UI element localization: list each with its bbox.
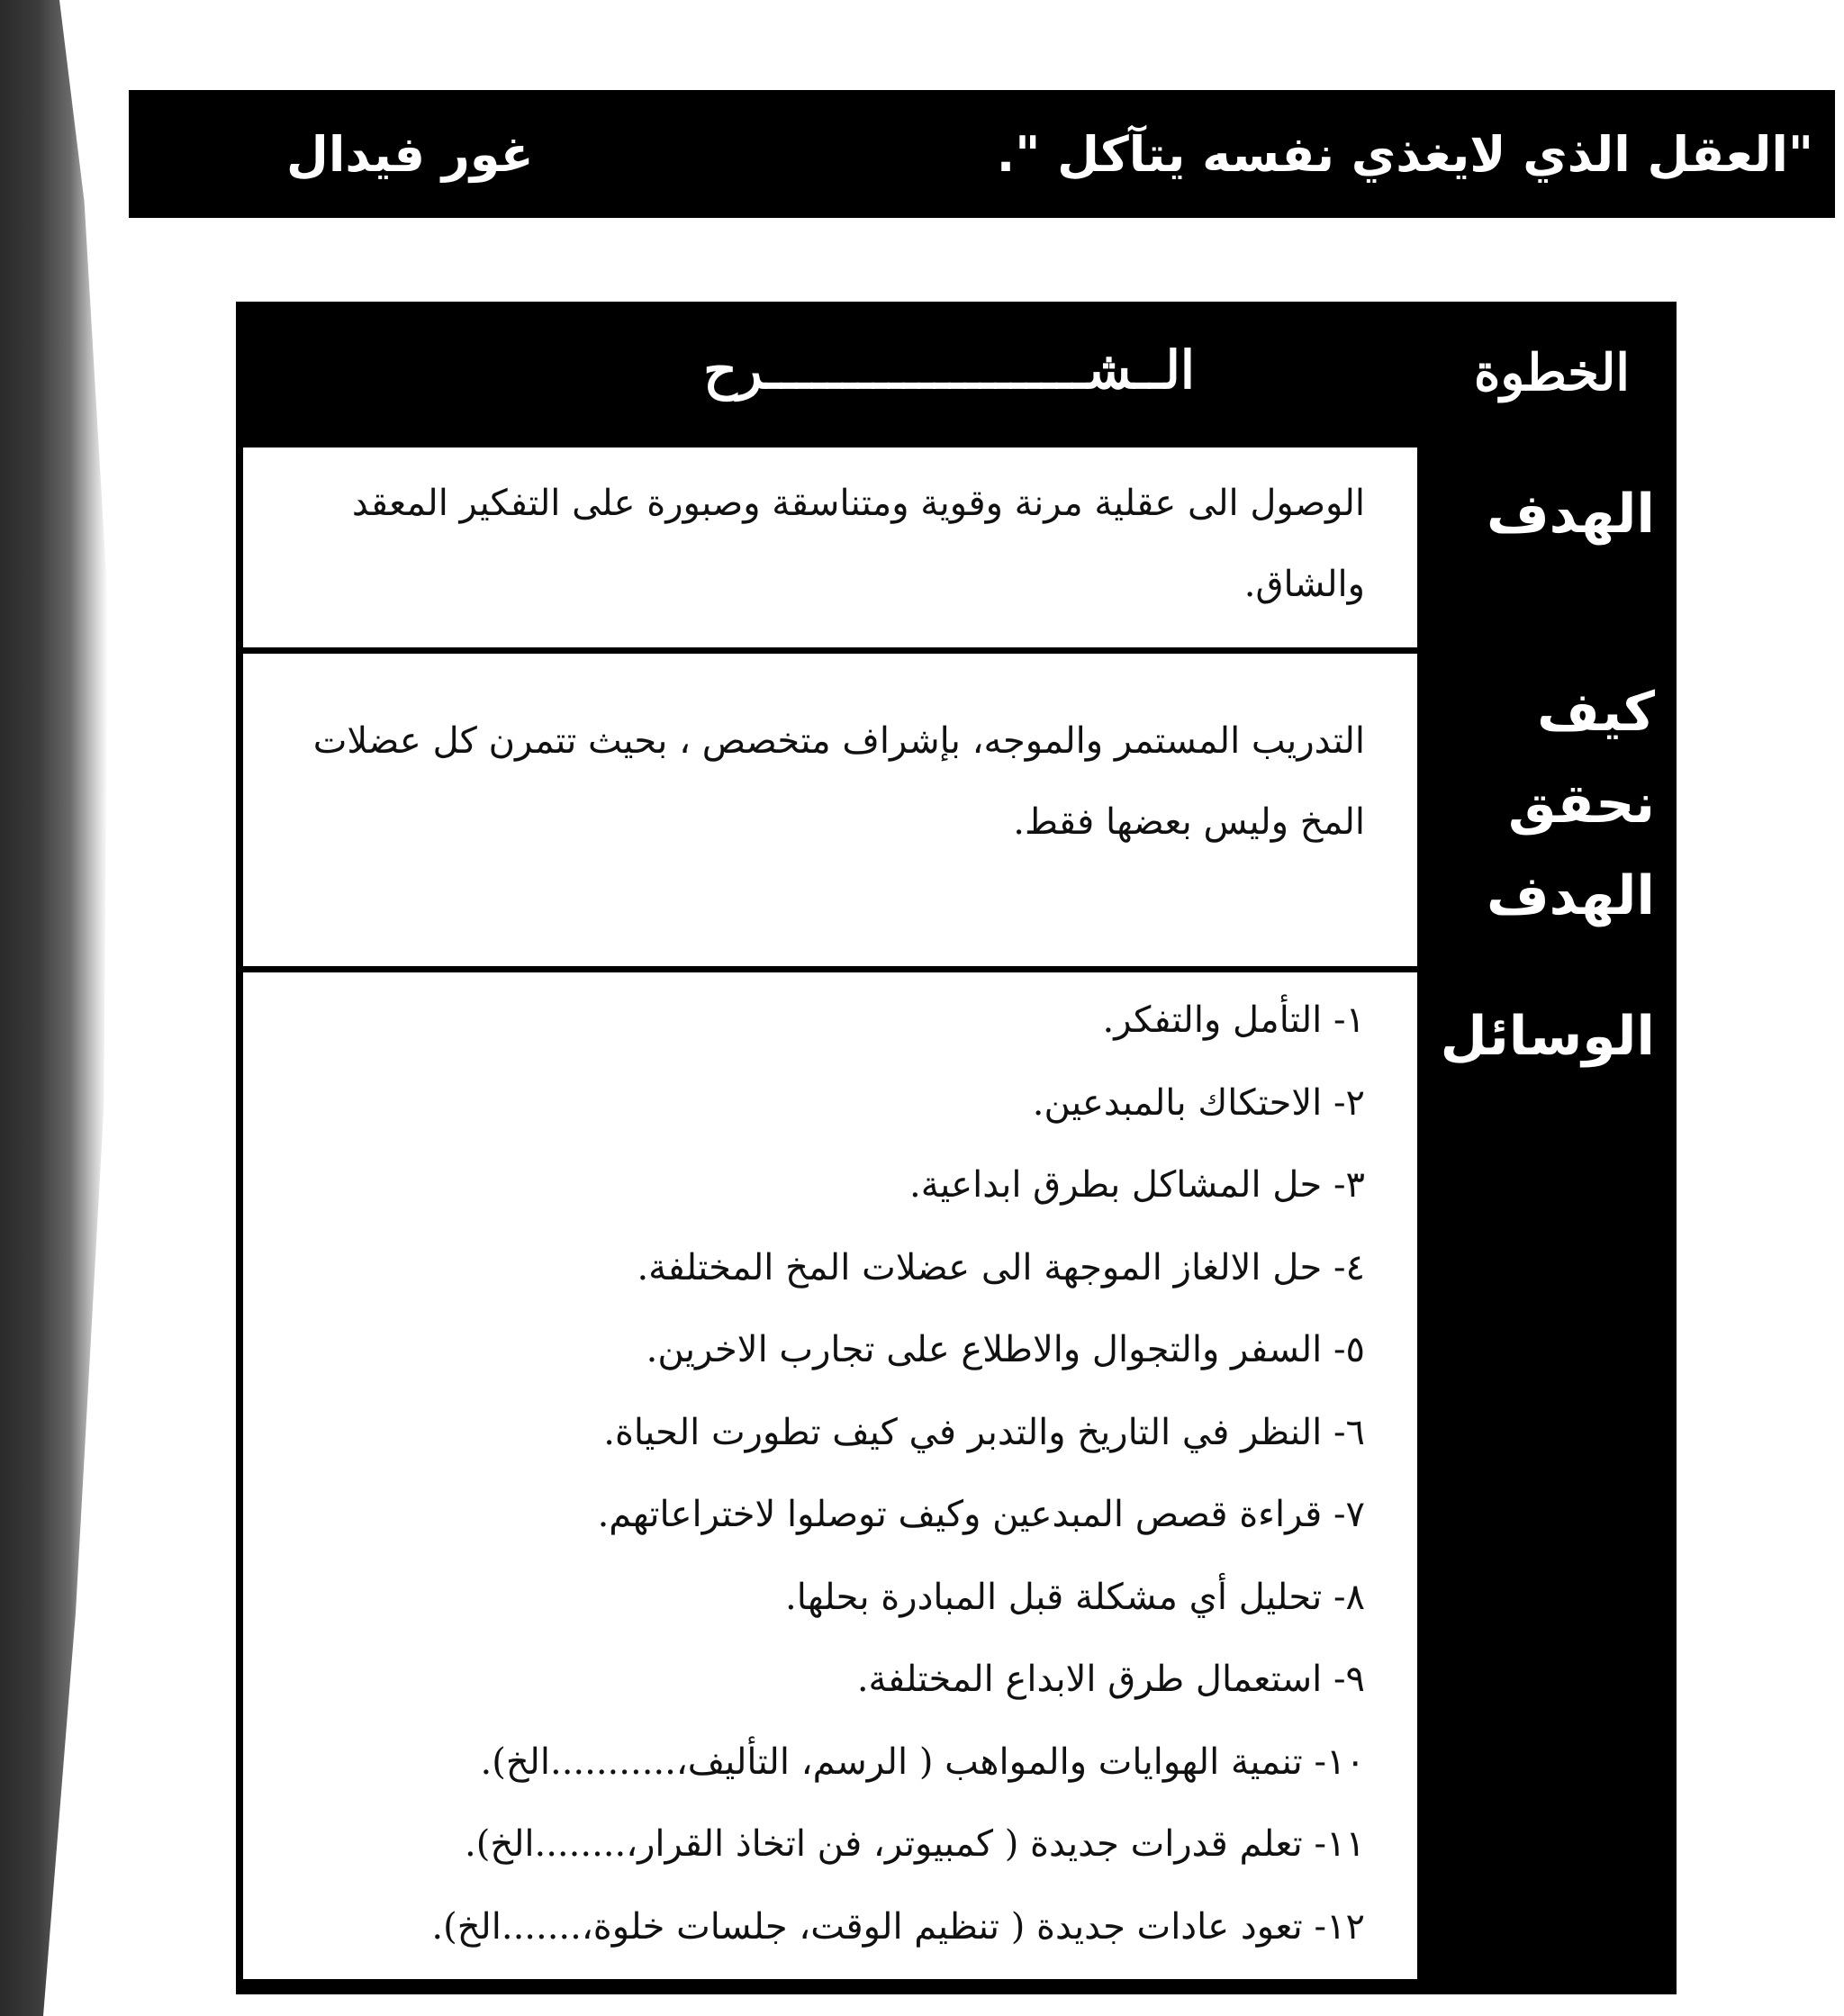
cell-goal — [243, 447, 1417, 650]
quote-text: "العقل الذي لايغذي نفسه يتآكل ". — [996, 125, 1813, 183]
list-item: ٣- حل المشاكل بطرق ابداعية. — [908, 1164, 1365, 1206]
means-list — [279, 980, 1365, 1968]
list-item: ٩- استعمال طرق الابداع المختلفة. — [856, 1659, 1365, 1700]
steps-table — [236, 302, 1677, 1994]
goal-text: الوصول الى عقلية مرنة وقوية ومتناسقة وصبورة على التفكير المعقد والشاق. — [351, 483, 1365, 605]
header-explanation: الــشـــــــــــــــــــــرح — [703, 339, 1195, 401]
list-item: ٨- تحليل أي مشكلة قبل المبادرة بحلها. — [785, 1576, 1365, 1618]
list-item: ١- التأمل والتفكر. — [1102, 999, 1365, 1041]
row-label-means: الوسائل — [1440, 1005, 1655, 1068]
header-step: الخطوة — [1474, 343, 1630, 402]
row-label-goal: الهدف — [1486, 483, 1655, 546]
table-header — [236, 302, 1677, 455]
list-item: ١١- تعلم قدرات جديدة ( كمبيوتر، فن اتخاذ القرار،........الخ). — [465, 1823, 1365, 1865]
list-item: ٦- النظر في التاريخ والتدبر في كيف تطورت الحياة. — [603, 1411, 1365, 1453]
list-item: ٢- الاحتكاك بالمبدعين. — [1032, 1081, 1365, 1124]
row-label-how-line: كيف — [1537, 681, 1655, 744]
list-item: ٤- حل الالغاز الموجهة الى عضلات المخ المختلفة. — [637, 1246, 1365, 1288]
row-label-how-line: نحقق — [1507, 773, 1655, 836]
list-item: ١٠- تنمية الهوايات والمواهب ( الرسم، التأليف،...........الخ). — [480, 1740, 1365, 1783]
list-item: ٥- السفر والتجوال والاطلاع على تجارب الاخرين. — [646, 1329, 1365, 1370]
decorative-photo-edge — [0, 0, 108, 2016]
cell-means — [243, 972, 1417, 1982]
quote-author: غور فيدال — [286, 125, 534, 183]
how-text: التدريب المستمر والموجه، بإشراف متخصص ، بحيث تتمرن كل عضلات المخ وليس بعضها فقط. — [312, 720, 1365, 843]
row-label-how — [1439, 666, 1655, 942]
list-item: ١٢- تعود عادات جديدة ( تنظيم الوقت، جلسات خلوة،.......الخ). — [431, 1905, 1365, 1948]
cell-how — [243, 654, 1417, 969]
quote-banner — [129, 90, 1835, 218]
list-item: ٧- قراءة قصص المبدعين وكيف توصلوا لاختراعاتهم. — [597, 1494, 1365, 1535]
row-label-how-line: الهدف — [1486, 864, 1655, 927]
